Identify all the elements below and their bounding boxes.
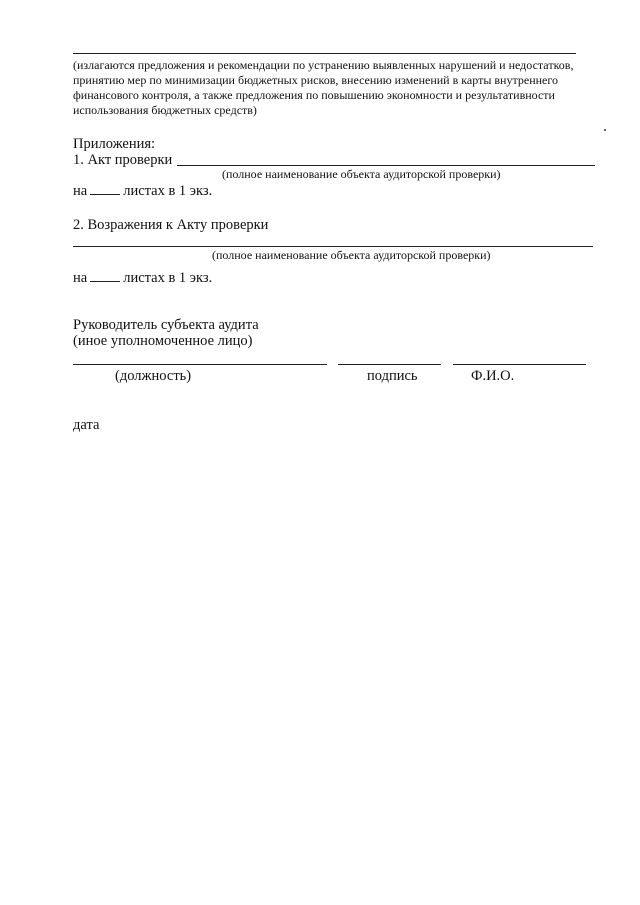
- appendix-2-sheets: [73, 269, 212, 287]
- signature-caption: подпись: [367, 368, 418, 384]
- head-of-audit-line2: (иное уполномоченное лицо): [73, 333, 253, 349]
- recommendations-note: (излагаются предложения и рекомендации по устранению выявленных нарушений и недостатков, принятию мер по минимизации бюджетных рисков, внесению изменений в карты внутреннего финансового контроля, а также предложения по повышению экономности и результативности использования бюджетных средств): [73, 58, 574, 117]
- appendix-1-label: 1. Акт проверки: [73, 152, 173, 168]
- appendix-2-name-line: [73, 246, 593, 247]
- signature-line: [338, 364, 441, 365]
- appendix-1-caption: (полное наименование объекта аудиторской проверки): [222, 167, 501, 181]
- appendix-2-label: 2. Возражения к Акту проверки: [73, 217, 269, 233]
- position-line: [73, 364, 327, 365]
- appendix-2-sheets-blank: [90, 269, 120, 282]
- appendix-1-sheets-prefix: на: [73, 183, 88, 199]
- appendices-heading: Приложения:: [73, 136, 156, 152]
- position-caption: (должность): [115, 368, 192, 384]
- appendix-1-sheets: [73, 182, 212, 200]
- appendix-1-name-line: [177, 165, 595, 166]
- appendix-1-sheets-blank: [90, 182, 120, 195]
- full-name-caption: Ф.И.О.: [471, 368, 515, 384]
- margin-mark: [604, 129, 606, 131]
- top-rule: [73, 53, 576, 54]
- appendix-2-sheets-suffix: листах в 1 экз.: [123, 270, 213, 286]
- appendix-2-caption: (полное наименование объекта аудиторской проверки): [212, 248, 491, 262]
- date-label: дата: [73, 417, 100, 433]
- appendix-2-sheets-prefix: на: [73, 270, 88, 286]
- head-of-audit-line1: Руководитель субъекта аудита: [73, 317, 259, 333]
- appendix-1-sheets-suffix: листах в 1 экз.: [123, 183, 213, 199]
- name-line: [453, 364, 586, 365]
